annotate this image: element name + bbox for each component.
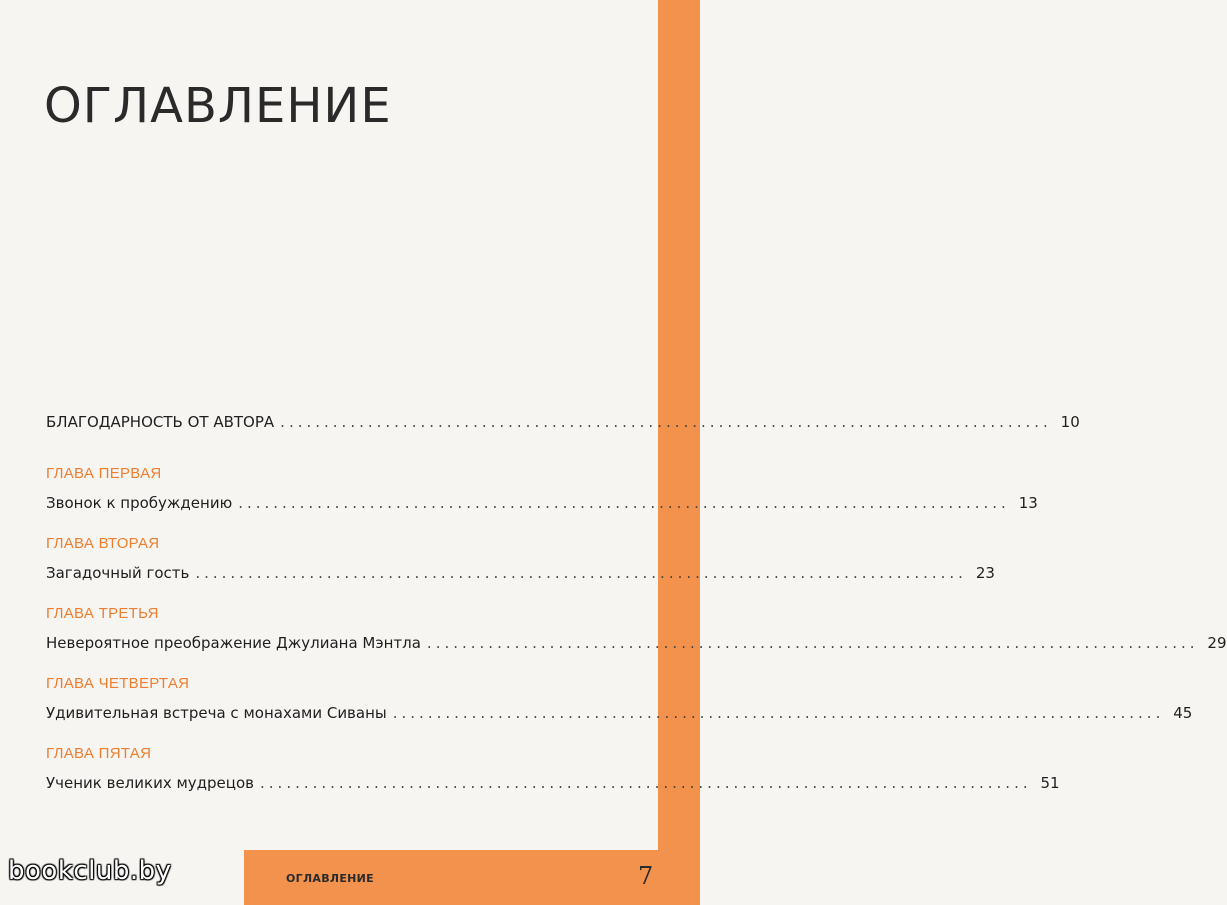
orange-side-stripe xyxy=(658,0,700,905)
toc-entry[interactable] xyxy=(46,703,1193,723)
toc-entry-title: Звонок к пробуждению xyxy=(46,494,233,512)
chapter-label: ГЛАВА ПЕРВАЯ xyxy=(46,465,162,482)
toc-chapter-4 xyxy=(46,674,1193,723)
toc-page-number: 23 xyxy=(975,564,995,582)
toc-chapter-3 xyxy=(46,604,1227,653)
toc-chapter-2 xyxy=(46,534,995,583)
toc-entry-acknowledgment[interactable] xyxy=(46,412,1080,432)
footer-bar xyxy=(244,850,700,905)
dot-leader: ........................................................................................ xyxy=(195,564,967,582)
page-title: ОГЛАВЛЕНИЕ xyxy=(44,78,392,134)
chapter-label: ГЛАВА ЧЕТВЕРТАЯ xyxy=(46,675,190,692)
toc-entry-title: Ученик великих мудрецов xyxy=(46,774,255,792)
dot-leader: ........................................................................................ xyxy=(280,413,1052,431)
toc-entry-title: Удивительная встреча с монахами Сиваны xyxy=(46,704,387,722)
toc-entry-title: БЛАГОДАРНОСТЬ ОТ АВТОРА xyxy=(46,413,275,431)
chapter-label: ГЛАВА ТРЕТЬЯ xyxy=(46,605,159,622)
toc-page-number: 51 xyxy=(1040,774,1060,792)
chapter-label: ГЛАВА ПЯТАЯ xyxy=(46,745,152,762)
toc-page-number: 45 xyxy=(1173,704,1193,722)
toc-page-number: 10 xyxy=(1060,413,1080,431)
dot-leader: ........................................................................................ xyxy=(260,774,1032,792)
toc-page-number: 29 xyxy=(1207,634,1227,652)
toc-entry-title: Загадочный гость xyxy=(46,564,190,582)
toc-chapter-5 xyxy=(46,744,1060,793)
dot-leader: ........................................................................................ xyxy=(238,494,1010,512)
toc-page-number: 13 xyxy=(1018,494,1038,512)
toc-chapter-1 xyxy=(46,464,1038,513)
dot-leader: ........................................................................................ xyxy=(392,704,1165,722)
toc-entry-title: Невероятное преображение Джулиана Мэнтла xyxy=(46,634,421,652)
footer-page-number: 7 xyxy=(638,862,654,890)
toc-entry[interactable] xyxy=(46,563,995,583)
watermark: bookclub.by xyxy=(8,856,172,886)
table-of-contents xyxy=(46,412,1227,814)
toc-entry[interactable] xyxy=(46,773,1060,793)
toc-entry[interactable] xyxy=(46,633,1227,653)
toc-entry[interactable] xyxy=(46,493,1038,513)
chapter-label: ГЛАВА ВТОРАЯ xyxy=(46,535,160,552)
footer-section-label: ОГЛАВЛЕНИЕ xyxy=(286,872,374,885)
dot-leader: ........................................................................................ xyxy=(426,634,1199,652)
